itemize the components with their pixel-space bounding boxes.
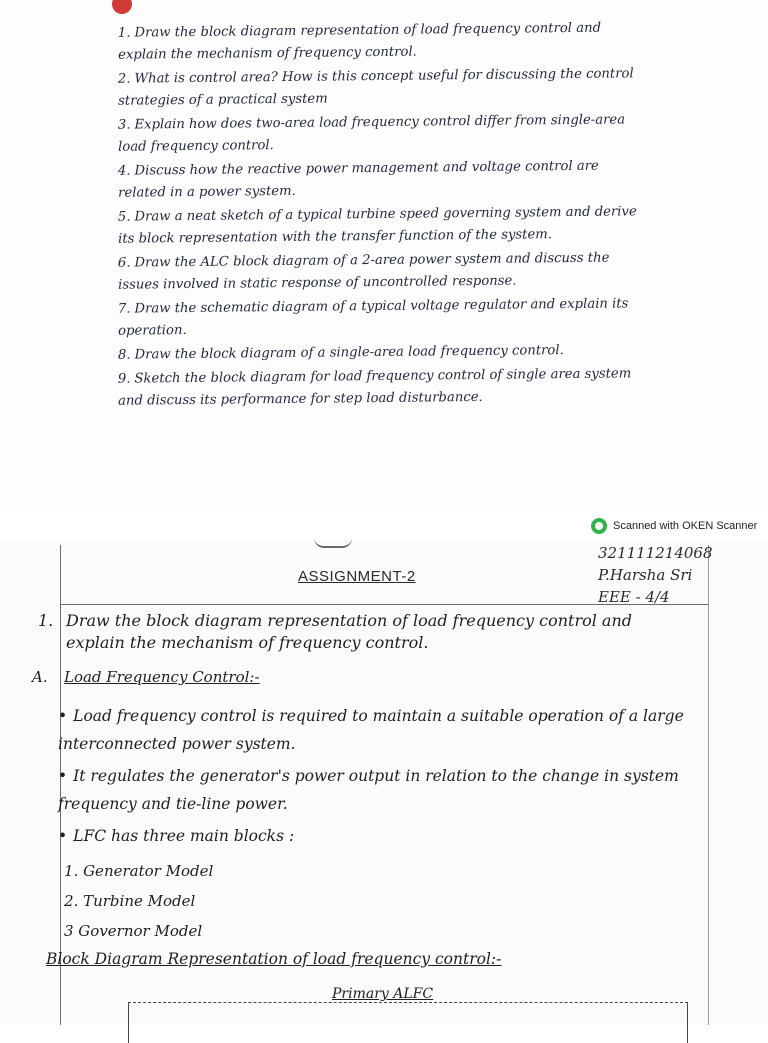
student-name: P.Harsha Sri (598, 566, 693, 584)
lfc-block-list (64, 856, 364, 946)
assignment-title: ASSIGNMENT-2 (298, 568, 416, 585)
answer-bullet: • Load frequency control is required to maintain a suitable operation of a large interconnected power system. (58, 707, 684, 753)
scanner-logo-icon (591, 518, 607, 534)
question-item: 2. What is control area? How is this concept useful for discussing the control strategies of a practical system (117, 66, 634, 109)
question-item: 1. Draw the block diagram representation of load frequency control and explain the mechanism of frequency control. (117, 20, 602, 63)
question-item: 5. Draw a neat sketch of a typical turbine speed governing system and derive its block representation with the transfer function of the system. (117, 204, 637, 247)
red-corner-mark (112, 0, 132, 14)
answer-question-number: 1. (38, 611, 54, 630)
block-diagram-frame (128, 1002, 688, 1043)
lfc-block-item: 3 Governor Model (64, 922, 203, 940)
right-margin-line (708, 545, 709, 1025)
question-item: 3. Explain how does two-area load frequency control differ from single-area load frequency control. (117, 112, 626, 155)
answer-bullet: • It regulates the generator's power output in relation to the change in system frequency and tie-line power. (58, 767, 679, 813)
lfc-block-item: 2. Turbine Model (64, 892, 196, 910)
answer-bullet: • LFC has three main blocks : (58, 827, 295, 845)
answer-question-text: Draw the block diagram representation of load frequency control and explain the mechanism of frequency control. (66, 611, 633, 652)
question-sheet (0, 0, 768, 510)
question-item: 6. Draw the ALC block diagram of a 2-area power system and discuss the issues involved in static response of uncontrolled response. (117, 250, 610, 293)
scanner-watermark (591, 518, 757, 534)
block-diagram-heading: Block Diagram Representation of load frequency control:- (46, 950, 502, 968)
primary-alfc-label: Primary ALFC (332, 986, 434, 1002)
question-list (118, 20, 638, 412)
class-section: EEE - 4/4 (598, 588, 670, 606)
student-info (598, 542, 728, 608)
answer-heading: Load Frequency Control:- (64, 668, 260, 686)
question-item: 4. Discuss how the reactive power management and voltage control are related in a power system. (117, 158, 599, 201)
question-item: 7. Draw the schematic diagram of a typical voltage regulator and explain its operation. (117, 296, 629, 339)
scanner-label: Scanned with OKEN Scanner (613, 520, 758, 532)
question-item: 8. Draw the block diagram of a single-area load frequency control. (117, 343, 564, 363)
lfc-block-item: 1. Generator Model (64, 862, 214, 880)
question-item: 9. Sketch the block diagram for load frequency control of single area system and discuss its performance for step load disturbance. (117, 366, 632, 409)
roll-number: 321111214068 (598, 544, 713, 562)
page-number-scrawl (314, 538, 352, 548)
answer-label: A. (32, 668, 48, 686)
answer-bullets (58, 702, 698, 854)
